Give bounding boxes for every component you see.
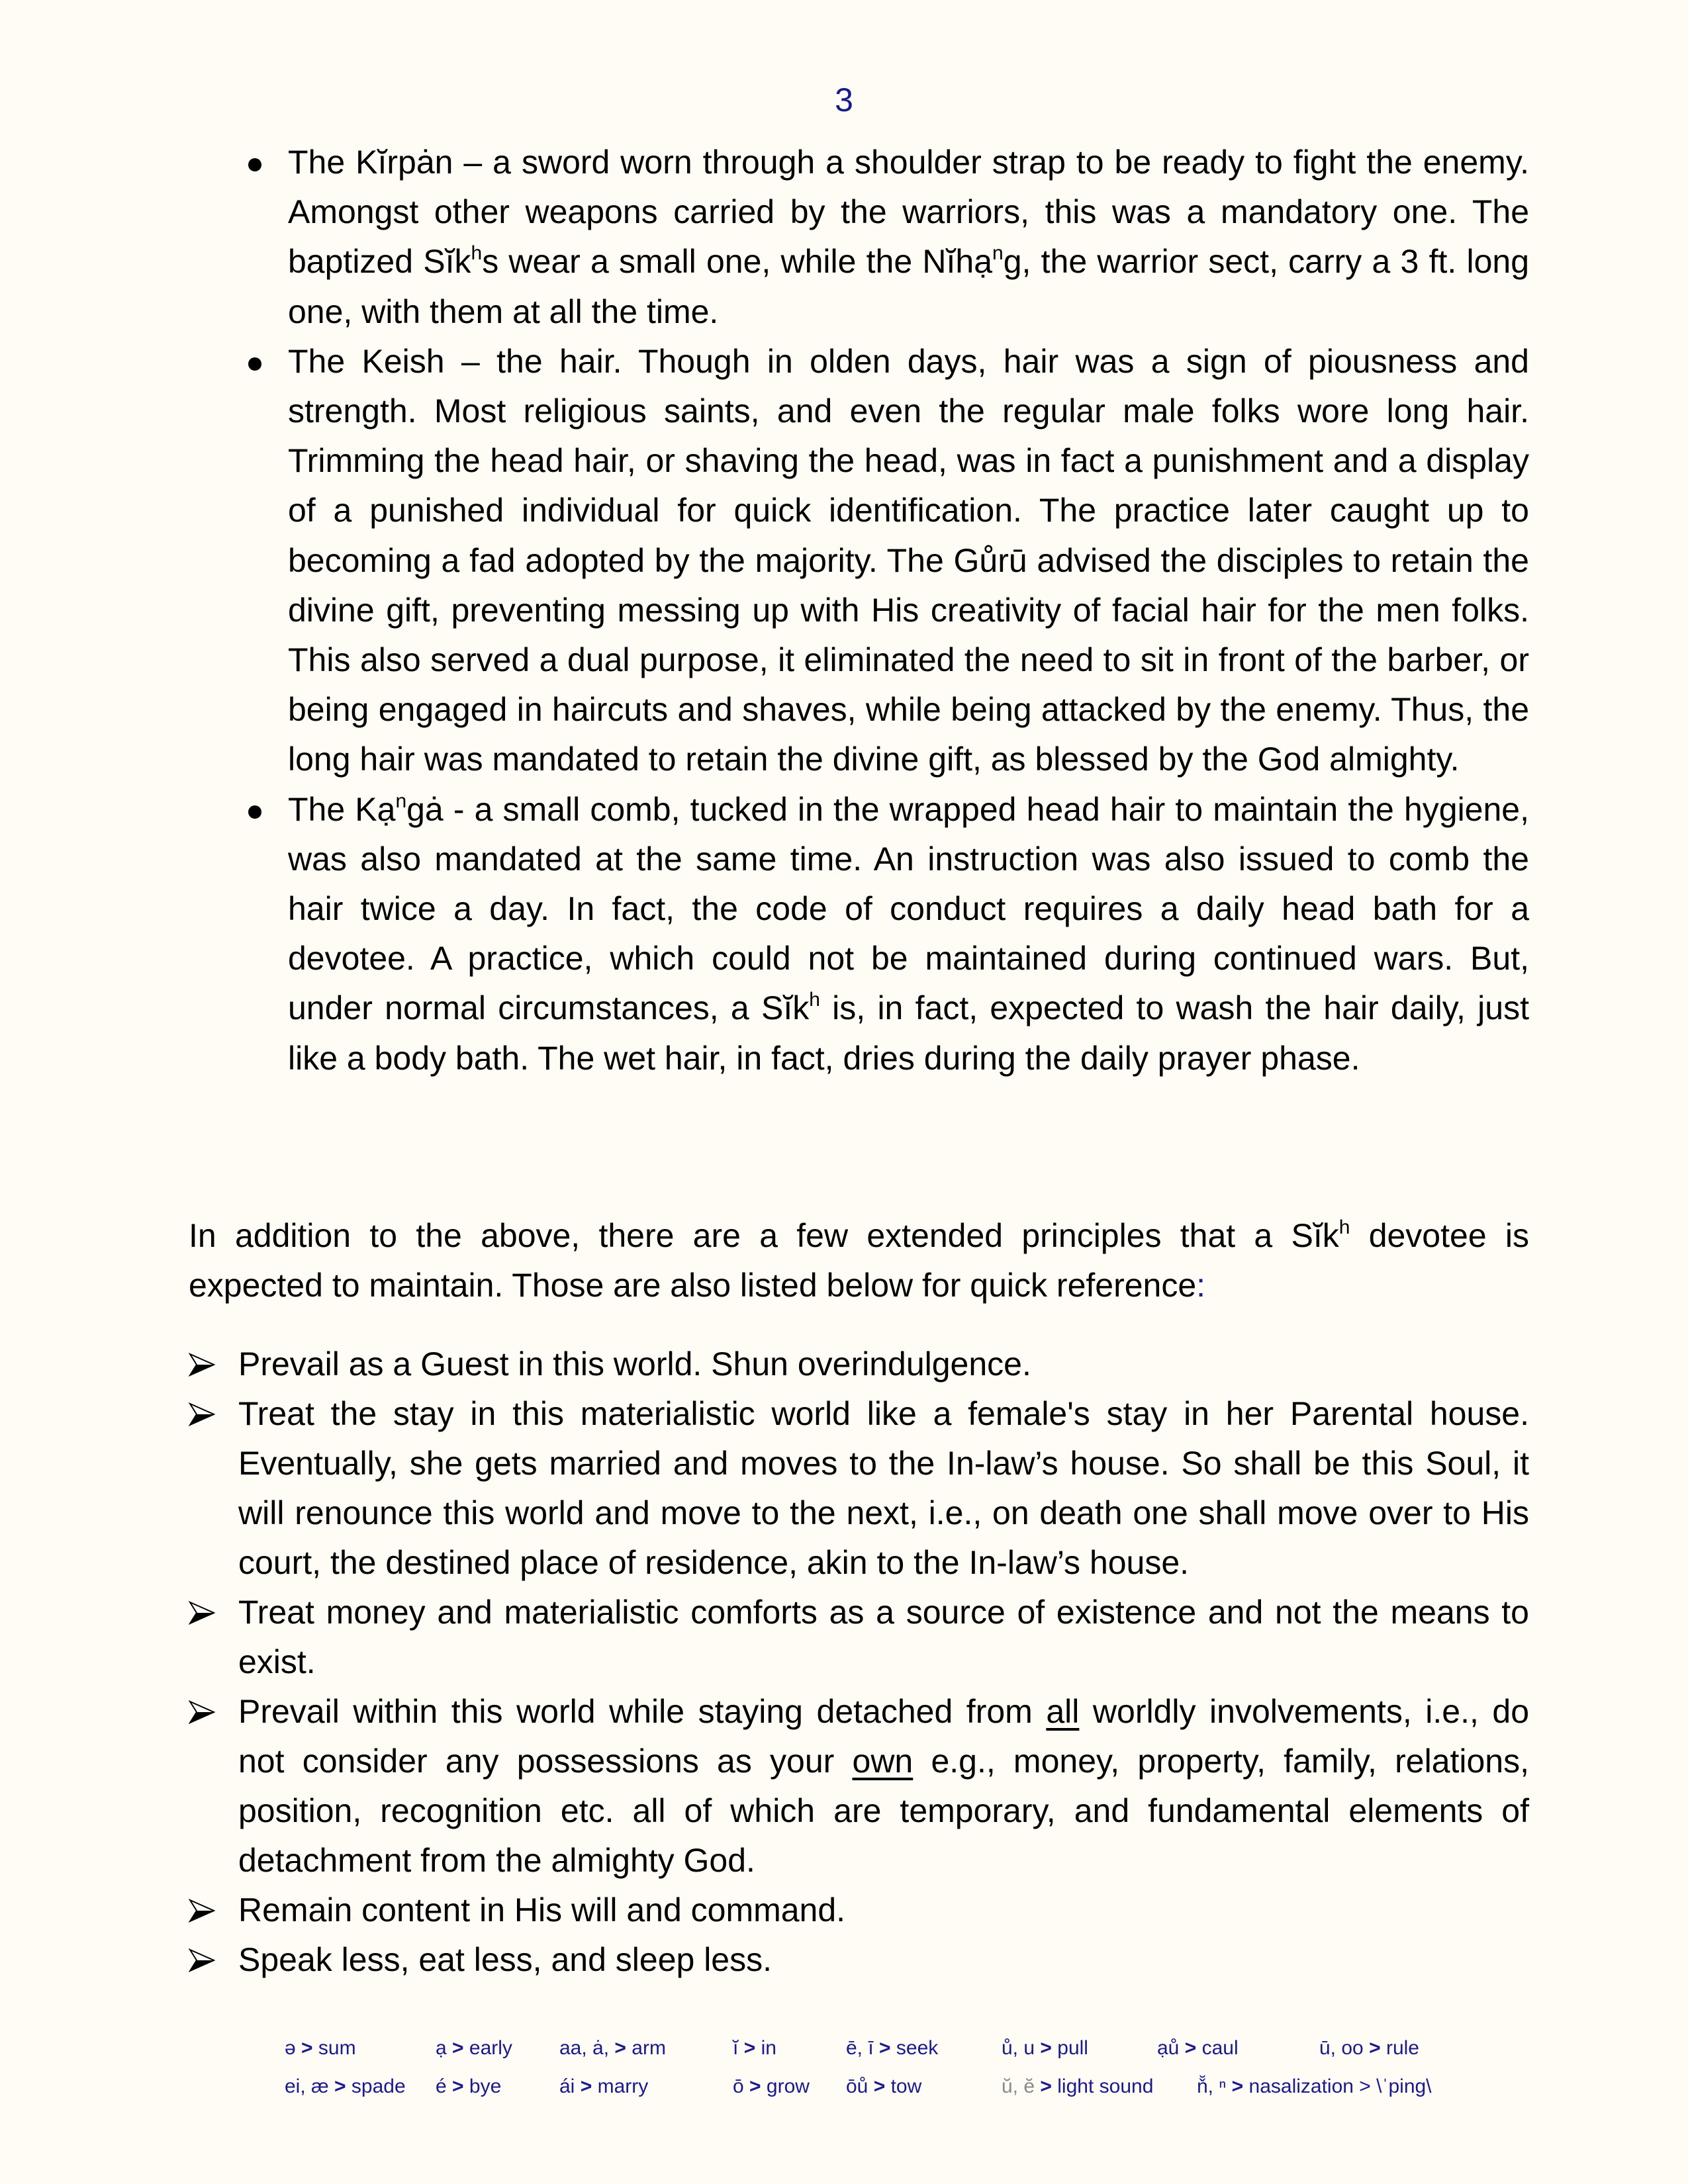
bullet-icon [248, 357, 261, 371]
key-item: ạů > caul [1157, 2037, 1239, 2059]
key-item: ĭ > in [733, 2037, 776, 2059]
arrow-bullet-icon [189, 1699, 215, 1725]
intro-paragraph: In addition to the above, there are a few extended principles that a Sĭk$^h$ devotee is expected to maintain. Those are also listed below for quick reference: [189, 1216, 1529, 1304]
key-item: é > bye [436, 2075, 502, 2097]
key-item: ei, æ > spade [285, 2075, 406, 2097]
arrow-bullet-icon [189, 1401, 215, 1428]
key-item: ō > grow [733, 2075, 810, 2097]
list-item: Speak less, eat less, and sleep less. [189, 1935, 1529, 1985]
key-item: ň̆, ⁿ > nasalization > \ˈping\ [1197, 2075, 1432, 2097]
key-item: ái > marry [559, 2075, 649, 2097]
list-item: Prevail as a Guest in this world. Shun overindulgence. [189, 1340, 1529, 1389]
list-item: Treat the stay in this materialistic world like a female's stay in her Parental house. Eventually, she gets married and moves to the In-law’s house. So shall be this Soul, it will renounce this world and move to the next, i.e., on death one shall move over to His court, the destined place of residence, akin to the In-law’s house. [189, 1389, 1529, 1588]
list-item: Treat money and materialistic comforts as a source of existence and not the means to exist. [189, 1588, 1529, 1687]
articles-of-faith-list [248, 138, 1529, 1083]
key-item: aa, ȧ, > arm [559, 2037, 666, 2059]
list-item-keish: The Keish – the hair. Though in olden days, hair was a sign of piousness and strength. Most religious saints, and even the regular male folks wore long hair. Trimming the head hair, or shaving the head, was in fact a punishment and a display of a punished individual for quick identification. The practice later caught up to becoming a fad adopted by the majority. The Gůrū advised the disciples to retain the divine gift, preventing messing up with His creativity of facial hair for the men folks. This also served a dual purpose, it eliminated the need to sit in front of the barber, or being engaged in haircuts and shaves, while being attacked by the enemy. Thus, the long hair was mandated to retain the divine gift, as blessed by the God almighty. [248, 337, 1529, 785]
key-item: ạ > early [436, 2037, 512, 2059]
bullet-icon [248, 805, 261, 819]
key-item: ů, u > pull [1002, 2037, 1088, 2059]
key-item: ə > sum [285, 2037, 356, 2059]
arrow-bullet-icon [189, 1600, 215, 1626]
list-item-kirpan: The Kĭrpȧn – a sword worn through a shoulder strap to be ready to fight the enemy. Amongst other weapons carried by the warriors, this was a mandatory one. The baptized Sĭk$^h$s wear a small one, while the Nĭhạ$^n$g, the warrior sect, carry a 3 ft. long one, with them at all the time. [248, 138, 1529, 337]
underlined-word: all [1046, 1693, 1080, 1730]
principles-list [189, 1340, 1529, 1985]
key-item: ū, oo > rule [1319, 2037, 1419, 2059]
list-item: Remain content in His will and command. [189, 1886, 1529, 1935]
page-number: 3 [835, 81, 853, 118]
list-item-kanga: The Kạ$^n$gȧ - a small comb, tucked in the wrapped head hair to maintain the hygiene, was also mandated at the same time. An instruction was also issued to comb the hair twice a day. In fact, the code of conduct requires a daily head bath for a devotee. A practice, which could not be maintained during continued wars. But, under normal circumstances, a Sĭk$^h$ is, in fact, expected to wash the hair daily, just like a body bath. The wet hair, in fact, dries during the daily prayer phase. [248, 785, 1529, 1083]
list-item: Prevail within this world while staying detached from all worldly involvements, i.e., do not consider any possessions as your own e.g., money, property, family, relations, position, recognition etc. all of which are temporary, and fundamental elements of detachment from the almighty God. [189, 1687, 1529, 1886]
arrow-bullet-icon [189, 1351, 215, 1378]
arrow-bullet-icon [189, 1947, 215, 1974]
arrow-bullet-icon [189, 1897, 215, 1924]
bullet-icon [248, 158, 261, 171]
key-item: ōů > tow [846, 2075, 922, 2097]
underlined-word: own [852, 1743, 914, 1780]
key-item: ŭ, ĕ > light sound [1002, 2075, 1154, 2097]
key-item: ē, ī > seek [846, 2037, 939, 2059]
